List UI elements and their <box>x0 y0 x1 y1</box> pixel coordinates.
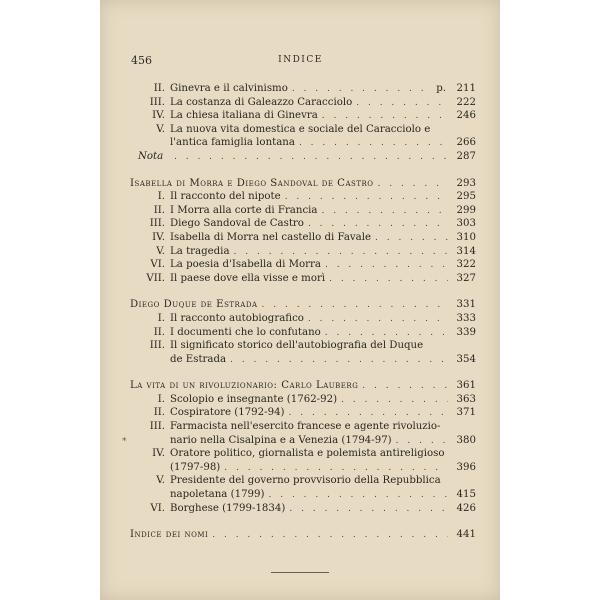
toc-entry: III. Il significato storico dell'autobiografia del Duque <box>149 340 424 352</box>
toc-entry: I. Scolopio e insegnante (1762-92) . . . 363 <box>130 393 476 407</box>
toc-entry-continuation: nario nella Cisalpina e a Venezia (1794-97) . . . 380 <box>130 434 476 448</box>
toc-entry: V. La nuova vita domestica e sociale del Caracciolo e <box>156 123 431 135</box>
toc-entry: III. Farmacista nell'esercito francese e agente rivoluzio- <box>149 421 441 433</box>
book-page <box>100 0 500 600</box>
bottom-rule <box>271 572 329 573</box>
toc-entry-continuation: napoletana (1799) . . . 415 <box>130 488 476 502</box>
toc-entry: I. Il racconto del nipote . . . 295 <box>130 190 476 204</box>
toc-entry: V. Presidente del governo provvisorio della Repubblica <box>156 475 441 487</box>
toc-entry: IV. Oratore politico, giornalista e polemista antireligioso <box>152 448 445 460</box>
page-header <box>131 54 470 70</box>
toc-entry: II. Ginevra e il calvinismo . . . p. 211 <box>130 82 476 96</box>
toc-entry: IV. La chiesa italiana di Ginevra . . . 246 <box>130 109 476 123</box>
index-heading: Indice dei nomi . . . 441 <box>130 528 476 542</box>
toc-entry: V. La tragedia . . . 314 <box>130 245 476 259</box>
toc-entry: II. Cospiratore (1792-94) . . . 371 <box>130 406 476 420</box>
toc-entry: II. I Morra alla corte di Francia . . . 299 <box>130 204 476 218</box>
table-of-contents <box>130 82 476 542</box>
toc-entry-continuation: l'antica famiglia lontana . . . 266 <box>130 136 476 150</box>
margin-mark: * <box>122 437 127 447</box>
toc-entry: VII. Il paese dove ella visse e morì . . . 327 <box>130 272 476 286</box>
toc-entry: VI. Borghese (1799-1834) . . . 426 <box>130 502 476 516</box>
toc-entry-continuation: de Estrada . . . 354 <box>130 353 476 367</box>
toc-entry-nota: Nota . . . 287 <box>130 150 476 164</box>
toc-entry: III. La costanza di Galeazzo Caracciolo . . . 222 <box>130 96 476 110</box>
toc-entry: VI. La poesia d'Isabella di Morra . . . 322 <box>130 258 476 272</box>
part-heading: Diego Duque de Estrada . . . 331 <box>130 298 476 312</box>
toc-entry-continuation: (1797-98) . . . 396 <box>130 461 476 475</box>
toc-entry: III. Diego Sandoval de Castro . . . 303 <box>130 217 476 231</box>
toc-entry: IV. Isabella di Morra nel castello di Favale . . . 310 <box>130 231 476 245</box>
part-heading: La vita di un rivoluzionario: Carlo Lauberg . . . 361 <box>130 379 476 393</box>
running-title: INDICE <box>278 55 323 65</box>
toc-entry: II. I documenti che lo confutano . . . 339 <box>130 326 476 340</box>
toc-entry: I. Il racconto autobiografico . . . 333 <box>130 312 476 326</box>
part-heading: Isabella di Morra e Diego Sandoval de Castro . . . 293 <box>130 177 476 191</box>
page-number: 456 <box>131 54 152 67</box>
